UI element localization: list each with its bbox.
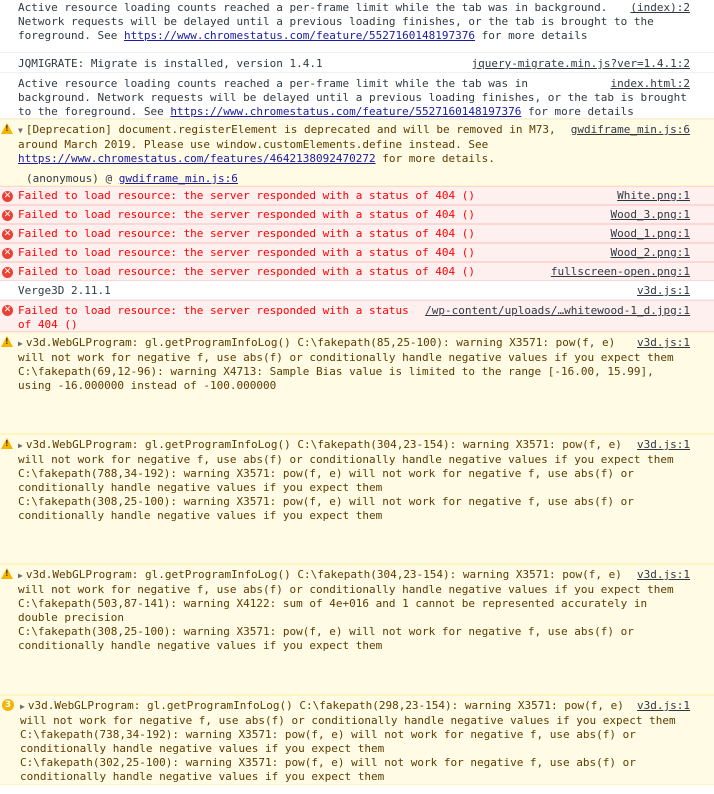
message-source-link[interactable]: jquery-migrate.min.js?ver=1.4.1:2: [471, 57, 690, 70]
message-text: Failed to load resource: the server responded with a status of 404 (): [18, 227, 475, 240]
expand-triangle-icon[interactable]: ▶: [18, 441, 23, 450]
error-icon: ✕: [3, 248, 12, 258]
message-text[interactable]: ▶ v3d.WebGLProgram: gl.getProgramInfoLog() C:\fakepath(304,23-154): warning X3571: pow(f, e) will not work for negative f, use abs(f) or conditionally handle negative values if you expect them C:\fakepath(503,87-141): warning X4122: sum of 4e+016 and 1 cannot be represented accurately in double precision C:\fakepath(308,25-100): warning X3571: pow(f, e) will not work for negative f, use abs(f) or conditionally handle negative values if you expect them: [18, 568, 674, 652]
message-source-link[interactable]: gwdiframe_min.js:6: [570, 123, 690, 136]
stack-trace: (anonymous) @ gwdiframe_min.js:6: [26, 172, 238, 185]
console-message-warning-grouped: [0, 695, 714, 785]
message-source-link[interactable]: v3d.js:1: [637, 568, 690, 581]
expand-triangle-icon[interactable]: ▶: [18, 339, 23, 348]
message-source-link[interactable]: /wp-content/uploads/…whitewood-1_d.jpg:1: [425, 304, 690, 317]
warning-icon: !: [1, 123, 13, 134]
message-source-link[interactable]: v3d.js:1: [637, 336, 690, 349]
message-text[interactable]: ▶ v3d.WebGLProgram: gl.getProgramInfoLog() C:\fakepath(85,25-100): warning X3571: pow(f, e) will not work for negative f, use abs(f) or conditionally handle negative values if you expect them C:\fakepath(69,12-96): warning X4713: Sample Bias value is limited to the range [-16.00, 15.99], using -16.000000 instead of -100.000000: [18, 336, 674, 392]
message-text: Failed to load resource: the server responded with a status of 404 (): [18, 304, 416, 331]
warning-icon: !: [1, 568, 13, 579]
message-source-link[interactable]: Wood_1.png:1: [610, 227, 690, 240]
console-message-error: [0, 262, 714, 281]
message-source-link[interactable]: Wood_3.png:1: [610, 208, 690, 221]
console-message-warning: [0, 119, 714, 186]
console-message-info: [0, 73, 714, 119]
console-message-error: [0, 300, 714, 332]
error-icon: ✕: [3, 210, 12, 220]
chromestatus-link[interactable]: https://www.chromestatus.com/features/4642138092470272: [18, 152, 376, 165]
error-icon: ✕: [3, 229, 12, 239]
console-message-warning: [0, 564, 714, 695]
console-message-warning: [0, 332, 714, 434]
message-text: Active resource loading counts reached a per-frame limit while the tab was in background. Network requests will be delayed until a previous loading finishes, or the tab is brought to the foreground. See https://www.chromestatus.com/feature/5527160148197376 for more details: [18, 77, 694, 118]
console-message-warning: [0, 434, 714, 564]
message-text: JQMIGRATE: Migrate is installed, version 1.4.1: [18, 57, 323, 70]
message-source-link[interactable]: (index):2: [630, 1, 690, 14]
message-source-link[interactable]: White.png:1: [617, 189, 690, 202]
error-icon: ✕: [3, 267, 12, 277]
warning-icon: !: [1, 336, 13, 347]
chromestatus-link[interactable]: https://www.chromestatus.com/feature/5527160148197376: [170, 105, 522, 118]
console-message-error: [0, 243, 714, 262]
console-message-info: [0, 0, 714, 53]
message-text[interactable]: ▶ v3d.WebGLProgram: gl.getProgramInfoLog() C:\fakepath(298,23-154): warning X3571: pow(f, e) will not work for negative f, use abs(f) or conditionally handle negative values if you expect them C:\fakepath(738,34-192): warning X3571: pow(f, e) will not work for negative f, use abs(f) or conditionally handle negative values if you expect them C:\fakepath(302,25-100): warning X3571: pow(f, e) will not work for negative f, use abs(f) or conditionally handle negative values if you expect them: [20, 699, 676, 783]
message-text: Failed to load resource: the server responded with a status of 404 (): [18, 189, 475, 202]
warning-icon: !: [1, 438, 13, 449]
message-text: Verge3D 2.11.1: [18, 284, 111, 297]
message-source-link[interactable]: v3d.js:1: [637, 699, 690, 712]
console-message-error: [0, 205, 714, 224]
message-text: Active resource loading counts reached a per-frame limit while the tab was in background. Network requests will be delayed until a previous loading finishes, or the tab is brought to the foreground. See https://www.chromestatus.com/feature/5527160148197376 for more details: [18, 1, 661, 42]
message-source-link[interactable]: v3d.js:1: [637, 438, 690, 451]
console-message-info: [0, 53, 714, 73]
message-text[interactable]: ▶ v3d.WebGLProgram: gl.getProgramInfoLog() C:\fakepath(304,23-154): warning X3571: pow(f, e) will not work for negative f, use abs(f) or conditionally handle negative values if you expect them C:\fakepath(788,34-192): warning X3571: pow(f, e) will not work for negative f, use abs(f) or conditionally handle negative values if you expect them C:\fakepath(308,25-100): warning X3571: pow(f, e) will not work for negative f, use abs(f) or conditionally handle negative values if you expect them: [18, 438, 674, 522]
message-source-link[interactable]: v3d.js:1: [637, 284, 690, 297]
message-text: Failed to load resource: the server responded with a status of 404 (): [18, 246, 475, 259]
message-source-link[interactable]: Wood_2.png:1: [610, 246, 690, 259]
expand-triangle-icon[interactable]: ▶: [18, 571, 23, 580]
expand-triangle-icon[interactable]: ▼: [18, 126, 23, 135]
message-text: Failed to load resource: the server responded with a status of 404 (): [18, 265, 475, 278]
console-message-error: [0, 186, 714, 205]
repeat-count-badge: 3: [2, 699, 14, 711]
error-icon: ✕: [3, 191, 12, 201]
message-text: Failed to load resource: the server responded with a status of 404 (): [18, 208, 475, 221]
chromestatus-link[interactable]: https://www.chromestatus.com/feature/5527160148197376: [123, 29, 475, 42]
message-text[interactable]: ▼ [Deprecation] document.registerElement is deprecated and will be removed in M73, around March 2019. Please use window.customElements.define instead. See https://www.chromestatus.com/features/4642138092470272 for more details.: [18, 123, 563, 165]
stack-frame-link[interactable]: gwdiframe_min.js:6: [118, 172, 238, 185]
message-source-link[interactable]: fullscreen-open.png:1: [550, 265, 690, 278]
message-source-link[interactable]: index.html:2: [610, 77, 690, 90]
error-icon: ✕: [3, 305, 12, 315]
expand-triangle-icon[interactable]: ▶: [20, 702, 25, 711]
console-message-error: [0, 224, 714, 243]
console-message-info: [0, 281, 714, 300]
